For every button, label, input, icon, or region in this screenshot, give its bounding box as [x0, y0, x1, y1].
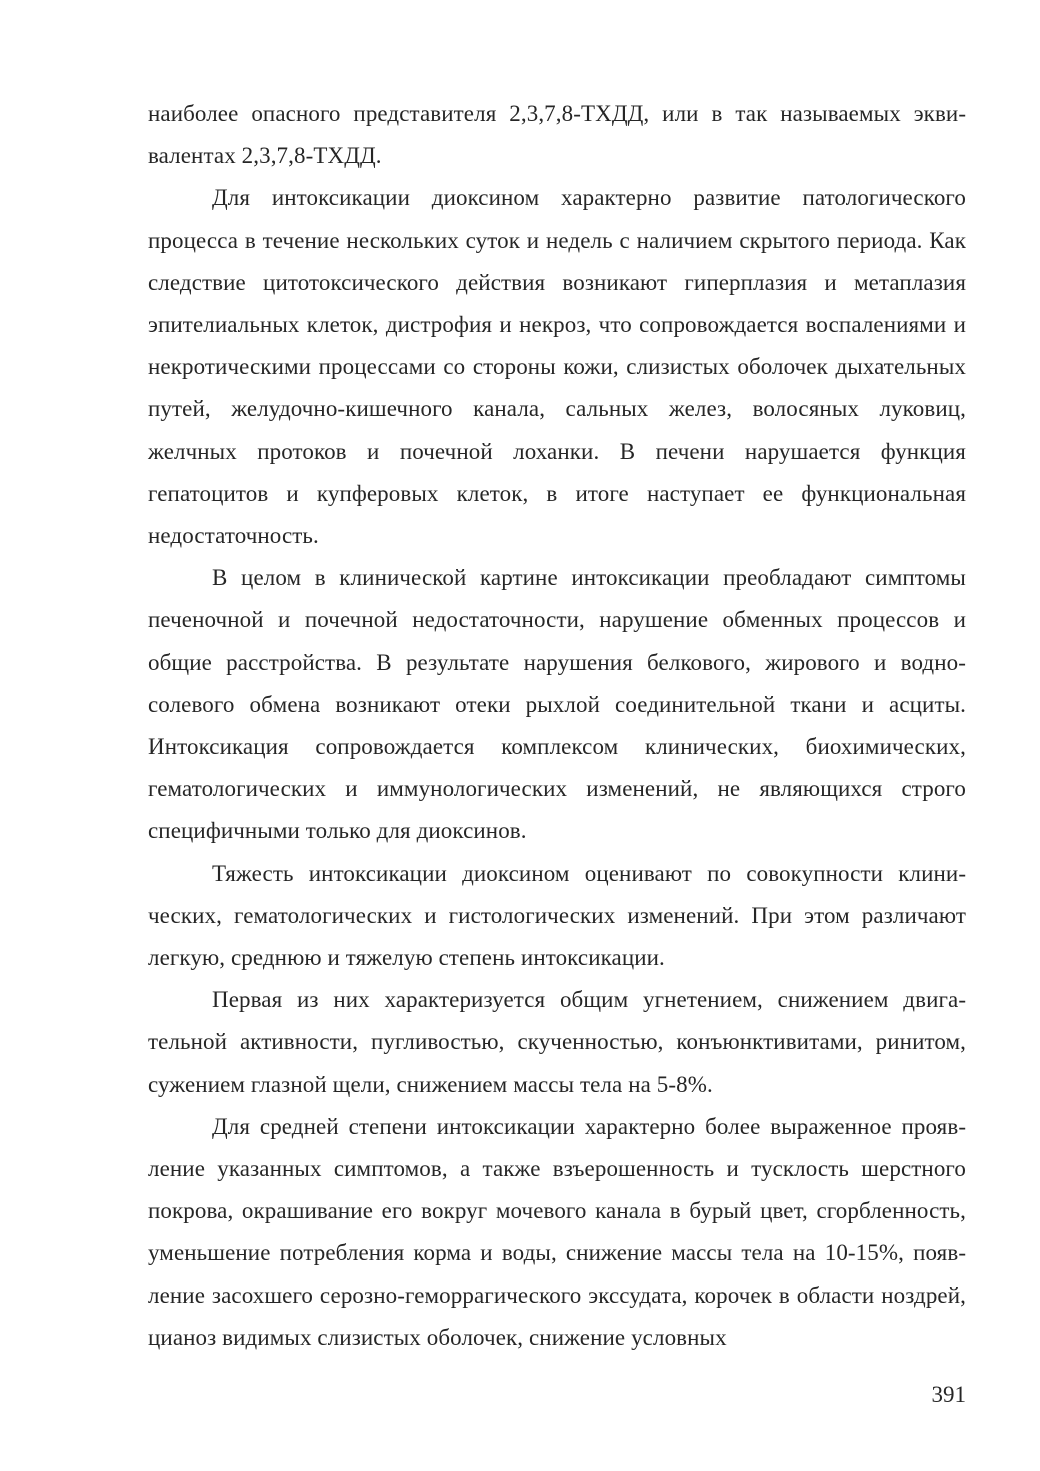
paragraph-mild-degree: Первая из них характеризуется общим угнетением, снижением двигательной активности, пугливостью, скученностью, конъюнктивитами, ринитом, сужением глазной щели, снижением массы тела на 5-8%.: [148, 987, 966, 1097]
paragraph-severity-assessment: Тяжесть интоксикации диоксином оценивают по совокупности клинических, гематологических и гистологических изменений. При этом различают легкую, среднюю и тяжелую степень интоксикации.: [148, 860, 966, 971]
paragraph-moderate-degree: Для средней степени интоксикации характерно более выраженное проявление указанных симптомов, а также взъерошенность и тусклость шерстного покрова, окрашивание его вокруг мочевого канала в бурый цвет, сгорбленность, уменьшение потребления корма и воды, снижение массы тела на 10-15%, появление засохшего серозно-геморрагического экссудата, корочек в области ноздрей, цианоз видимых слизистых оболочек, снижение условных: [148, 1113, 966, 1350]
paragraph-dioxin-intoxication-pathology: Для интоксикации диоксином характерно развитие патологического процесса в течение нескольких суток и недель с наличием скрытого периода. Как следствие цитотоксического действия возникают гиперплазия и метаплазия эпителиальных клеток, дистрофия и некроз, что сопровождается воспалениями и некротическими процессами со стороны кожи, слизистых оболочек дыхательных путей, желудочно-кишечного канала, сальных желез, волосяных луковиц, желчных протоков и почечной лоханки. В печени нарушается функция гепатоцитов и купферовых клеток, в итоге наступает ее функциональная недостаточность.: [148, 185, 966, 549]
paragraph-clinical-picture: В целом в клинической картине интоксикации преобладают симптомы печеночной и почечной недостаточности, нарушение обменных процессов и общие расстройства. В результате нарушения белкового, жирового и водно-солевого обмена возникают отеки рыхлой соединительной ткани и асциты. Интоксикация сопровождается комплексом клинических, биохимических, гематологических и иммунологических изменений, не являющихся строго специфичными только для диоксинов.: [148, 565, 966, 844]
paragraph-continuation: наиболее опасного представителя 2,3,7,8-ТХДД, или в так называемых эквивалентах 2,3,7,8-ТХДД.: [148, 101, 966, 169]
body-text: [148, 93, 966, 1359]
page-number: 391: [931, 1382, 966, 1407]
